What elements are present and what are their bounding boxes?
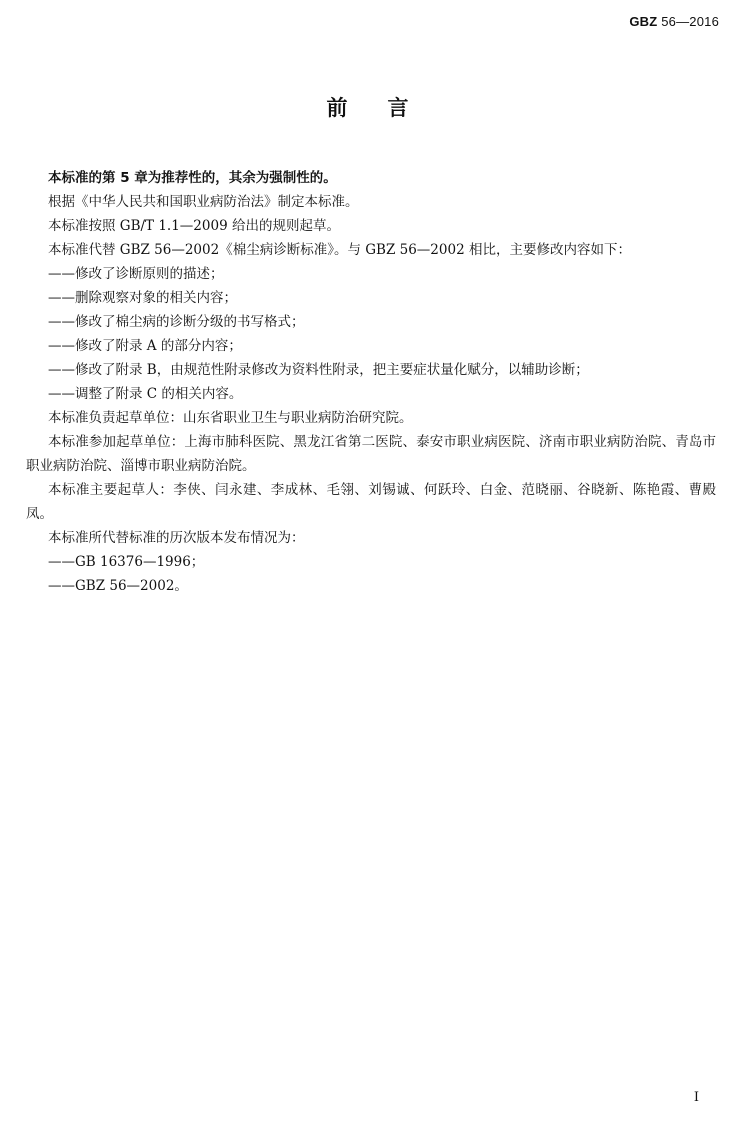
change-list-item: ——修改了诊断原则的描述； [48, 266, 224, 282]
change-list-item: ——修改了棉尘病的诊断分级的书写格式； [48, 314, 305, 330]
foreword-paragraph-responsible-unit: 本标准负责起草单位：山东省职业卫生与职业病防治研究院。 [48, 410, 413, 426]
foreword-paragraph-version-history: 本标准所代替标准的历次版本发布情况为： [48, 530, 305, 546]
document-code [629, 14, 719, 29]
page-number: I [693, 1090, 699, 1105]
change-list-item: ——修改了附录 B，由规范性附录修改为资料性附录，把主要症状量化赋分，以辅助诊断； [48, 362, 589, 378]
foreword-content [26, 166, 716, 598]
foreword-paragraph-mandatory-note: 本标准的第 5 章为推荐性的，其余为强制性的。 [48, 170, 337, 186]
page-title: 前言 [326, 96, 449, 120]
change-list-item: ——删除观察对象的相关内容； [48, 290, 237, 306]
history-list-item: ——GB 16376—1996； [48, 554, 205, 570]
foreword-paragraph-replacement: 本标准代替 GBZ 56—2002《棉尘病诊断标准》。与 GBZ 56—2002 相比，主要修改内容如下： [48, 242, 631, 258]
change-list-item: ——调整了附录 C 的相关内容。 [48, 386, 243, 402]
change-list-item: ——修改了附录 A 的部分内容； [48, 338, 242, 354]
foreword-paragraph-drafting-rules: 本标准按照 GB/T 1.1—2009 给出的规则起草。 [48, 218, 340, 234]
foreword-paragraph-drafters: 本标准主要起草人：李侠、闫永建、李成林、毛翎、刘锡诚、何跃玲、白金、范晓丽、谷晓新、陈艳霞、曹殿凤。 [26, 482, 716, 522]
foreword-paragraph-participating-units: 本标准参加起草单位：上海市肺科医院、黑龙江省第二医院、泰安市职业病医院、济南市职业病防治院、青岛市职业病防治院、淄博市职业病防治院。 [26, 434, 716, 474]
document-code-prefix: GBZ [629, 14, 658, 29]
history-list-item: ——GBZ 56—2002。 [48, 578, 188, 594]
document-code-number: 56—2016 [661, 14, 719, 29]
foreword-paragraph-legal-basis: 根据《中华人民共和国职业病防治法》制定本标准。 [48, 194, 359, 210]
